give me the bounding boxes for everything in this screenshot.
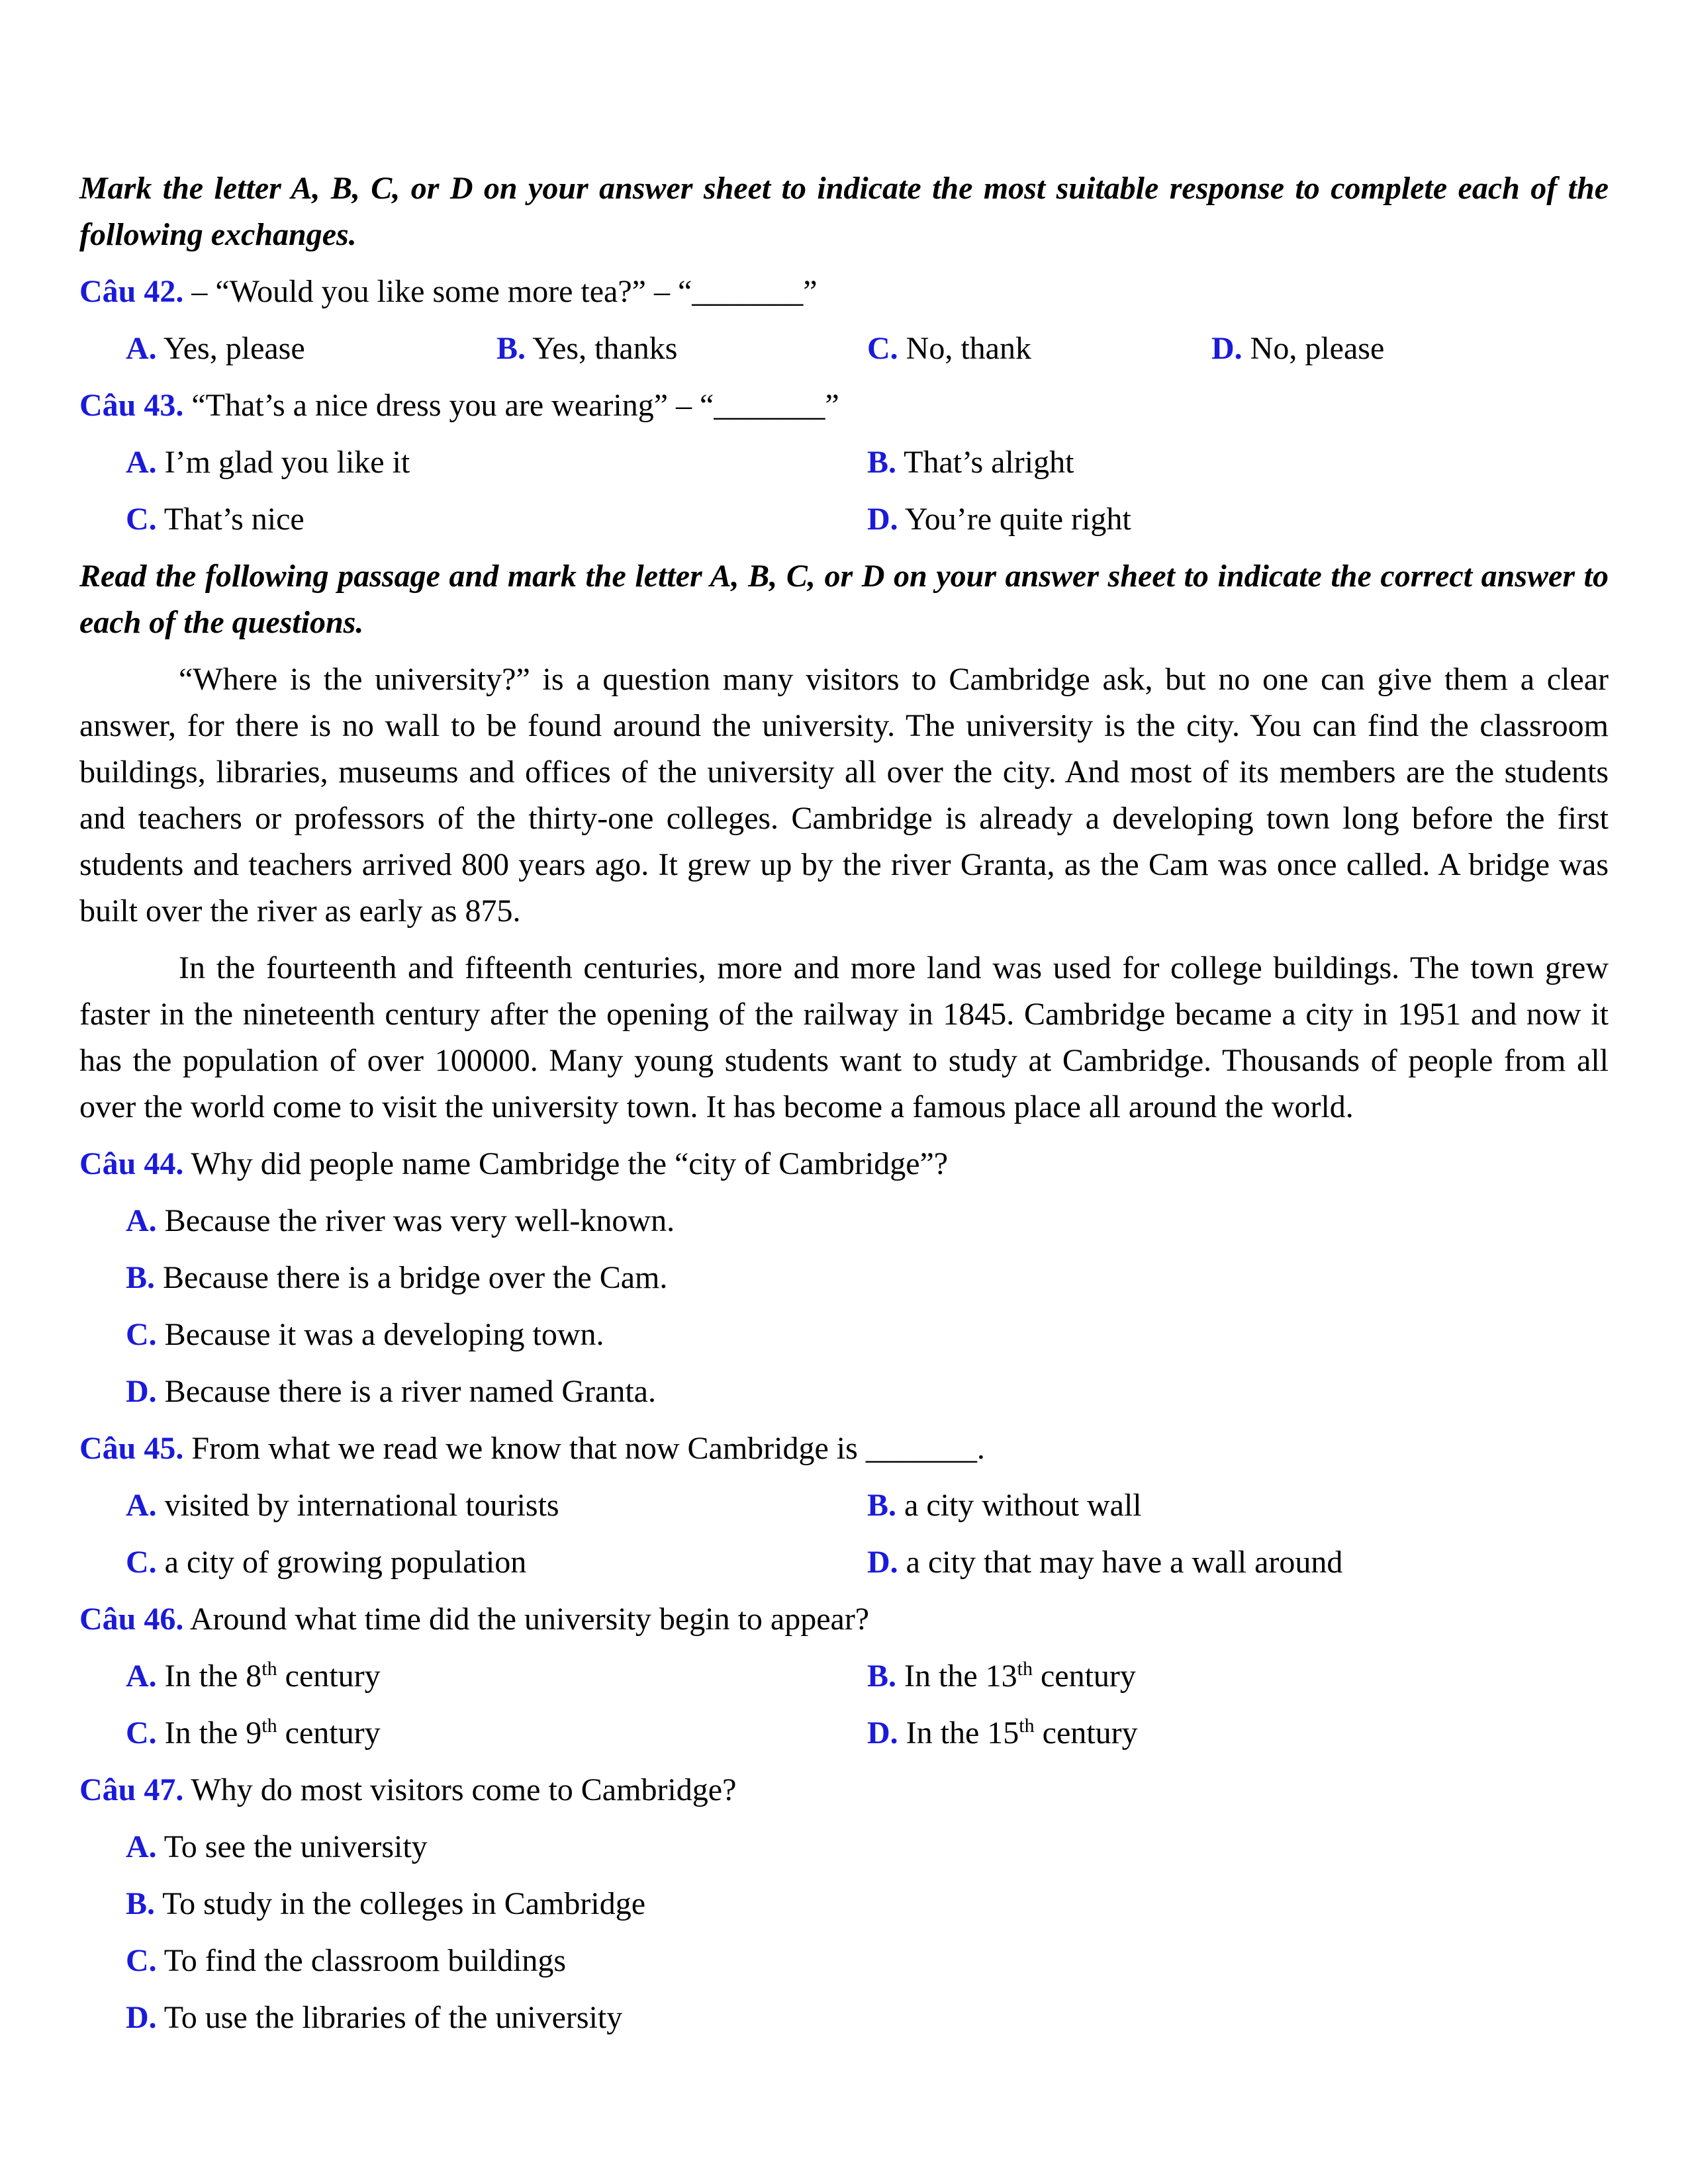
passage-paragraph-1: “Where is the university?” is a question many visitors to Cambridge ask, but no one can give them a clear answer, for there is no wall to be found around the university. The university is the city. You can find the classroom buildings, libraries, museums and offices of the university all over the city. And most of its members are the students and teachers or professors of the thirty-one colleges. Cambridge is already a developing town long before the first students and teachers arrived 800 years ago. It grew up by the river Granta, as the Cam was once called. A bridge was built over the river as early as 875. <box>79 662 1609 929</box>
options-row <box>79 1482 1609 1529</box>
question-text: “That’s a nice dress you are wearing” – “_______” <box>183 388 839 423</box>
options-row <box>79 1369 1609 1415</box>
options-row <box>79 1198 1609 1244</box>
option-letter: D. <box>126 1374 157 1409</box>
question-45 <box>79 1426 1609 1472</box>
ordinal-suffix: th <box>261 1715 277 1737</box>
options-row <box>79 1653 1609 1700</box>
option-a[interactable] <box>126 439 867 486</box>
passage-paragraph-2: In the fourteenth and fifteenth centuries, more and more land was used for college buildings. The town grew faster in the nineteenth century after the opening of the railway in 1845. Cambridge became a city in 1951 and now it has the population of over 100000. Many young students want to study at Cambridge. Thousands of people from all over the world come to visit the university town. It has become a famous place all around the world. <box>79 950 1609 1124</box>
option-text: a city of growing population <box>156 1545 527 1580</box>
option-text: No, please <box>1242 331 1385 366</box>
option-letter: B. <box>867 1659 897 1694</box>
exchanges-instructions: Mark the letter A, B, C, or D on your answer sheet to indicate the most suitable response to complete each of the following exchanges. <box>79 171 1609 252</box>
option-letter: C. <box>126 502 157 537</box>
ordinal-suffix: th <box>1017 1658 1033 1680</box>
option-text: Because there is a bridge over the Cam. <box>155 1260 668 1295</box>
option-a[interactable] <box>126 1482 867 1529</box>
ordinal-suffix: th <box>1019 1715 1035 1737</box>
options-row <box>79 326 1609 372</box>
option-c[interactable] <box>126 496 867 543</box>
option-letter: A. <box>126 331 157 366</box>
option-b[interactable] <box>867 439 1609 486</box>
options-row <box>79 1539 1609 1586</box>
option-text-pre: In the 8 <box>156 1659 262 1694</box>
question-label: Câu 43. <box>79 388 184 423</box>
question-text: Around what time did the university begin to appear? <box>183 1602 870 1637</box>
option-letter: B. <box>867 445 897 480</box>
option-d[interactable] <box>867 1539 1609 1586</box>
options-row <box>79 1881 1609 1927</box>
option-b[interactable] <box>126 1255 1582 1301</box>
option-letter: C. <box>126 1545 157 1580</box>
reading-instructions: Read the following passage and mark the letter A, B, C, or D on your answer sheet to indicate the correct answer to each of the questions. <box>79 559 1609 640</box>
option-text-pre: In the 15 <box>898 1715 1019 1751</box>
question-43 <box>79 383 1609 429</box>
option-letter: D. <box>126 2000 157 2035</box>
options-row <box>79 1824 1609 1870</box>
options-row <box>79 1312 1609 1358</box>
option-letter: B. <box>126 1886 156 1921</box>
option-text: To use the libraries of the university <box>156 2000 623 2035</box>
option-text-post: century <box>1032 1659 1136 1694</box>
option-text: Because it was a developing town. <box>156 1317 604 1352</box>
option-letter: B. <box>126 1260 156 1295</box>
option-c[interactable] <box>126 1312 1582 1358</box>
option-a[interactable] <box>126 1653 867 1700</box>
option-text: To see the university <box>156 1829 428 1864</box>
options-row <box>79 1255 1609 1301</box>
ordinal-suffix: th <box>261 1658 277 1680</box>
option-text: Yes, please <box>156 331 305 366</box>
option-text: a city without wall <box>896 1488 1142 1523</box>
option-letter: D. <box>867 1715 898 1751</box>
question-text: From what we read we know that now Cambridge is _______. <box>183 1431 985 1466</box>
question-42 <box>79 269 1609 315</box>
option-letter: A. <box>126 1829 157 1864</box>
options-row <box>79 1938 1609 1984</box>
option-text: Yes, thanks <box>526 331 678 366</box>
question-label: Câu 42. <box>79 274 184 309</box>
option-b[interactable] <box>496 326 867 372</box>
option-b[interactable] <box>867 1482 1609 1529</box>
option-d[interactable] <box>126 1995 1582 2041</box>
question-44 <box>79 1141 1609 1187</box>
option-letter: B. <box>867 1488 897 1523</box>
option-letter: A. <box>126 1488 157 1523</box>
option-a[interactable] <box>126 1824 1582 1870</box>
option-text: That’s alright <box>896 445 1074 480</box>
option-letter: D. <box>867 1545 898 1580</box>
option-text: Because the river was very well-known. <box>156 1203 675 1238</box>
option-text: Because there is a river named Granta. <box>156 1374 656 1409</box>
option-text: a city that may have a wall around <box>898 1545 1343 1580</box>
option-letter: C. <box>867 331 898 366</box>
option-text: visited by international tourists <box>156 1488 559 1523</box>
option-a[interactable] <box>126 326 496 372</box>
option-a[interactable] <box>126 1198 1582 1244</box>
option-text-pre: In the 9 <box>156 1715 262 1751</box>
option-text: To study in the colleges in Cambridge <box>155 1886 645 1921</box>
option-letter: B. <box>496 331 526 366</box>
options-row <box>79 496 1609 543</box>
option-text: You’re quite right <box>898 502 1131 537</box>
question-47 <box>79 1767 1609 1813</box>
question-46 <box>79 1596 1609 1643</box>
option-d[interactable] <box>1211 326 1582 372</box>
option-c[interactable] <box>126 1710 867 1756</box>
option-letter: C. <box>126 1317 157 1352</box>
option-text: That’s nice <box>156 502 305 537</box>
option-text-post: century <box>277 1715 381 1751</box>
question-label: Câu 44. <box>79 1146 184 1181</box>
option-d[interactable] <box>126 1369 1582 1415</box>
options-row <box>79 439 1609 486</box>
option-text: To find the classroom buildings <box>156 1943 567 1978</box>
option-letter: A. <box>126 445 157 480</box>
options-row <box>79 1710 1609 1756</box>
question-label: Câu 45. <box>79 1431 184 1466</box>
option-letter: D. <box>1211 331 1243 366</box>
option-letter: D. <box>867 502 898 537</box>
option-d[interactable] <box>867 496 1609 543</box>
option-letter: A. <box>126 1659 157 1694</box>
question-text: Why did people name Cambridge the “city of Cambridge”? <box>183 1146 949 1181</box>
option-c[interactable] <box>126 1938 1582 1984</box>
option-letter: A. <box>126 1203 157 1238</box>
option-text-pre: In the 13 <box>896 1659 1017 1694</box>
option-text-post: century <box>277 1659 381 1694</box>
option-letter: C. <box>126 1715 157 1751</box>
option-text-post: century <box>1034 1715 1138 1751</box>
option-c[interactable] <box>867 326 1211 372</box>
question-text: Why do most visitors come to Cambridge? <box>183 1772 737 1807</box>
exam-content <box>79 165 1609 2041</box>
option-b[interactable] <box>867 1653 1609 1700</box>
option-c[interactable] <box>126 1539 867 1586</box>
question-text: – “Would you like some more tea?” – “_______” <box>183 274 818 309</box>
option-text: No, thank <box>898 331 1031 366</box>
options-row <box>79 1995 1609 2041</box>
option-d[interactable] <box>867 1710 1609 1756</box>
option-text: I’m glad you like it <box>156 445 410 480</box>
question-label: Câu 46. <box>79 1602 184 1637</box>
option-b[interactable] <box>126 1881 1582 1927</box>
option-letter: C. <box>126 1943 157 1978</box>
question-label: Câu 47. <box>79 1772 184 1807</box>
